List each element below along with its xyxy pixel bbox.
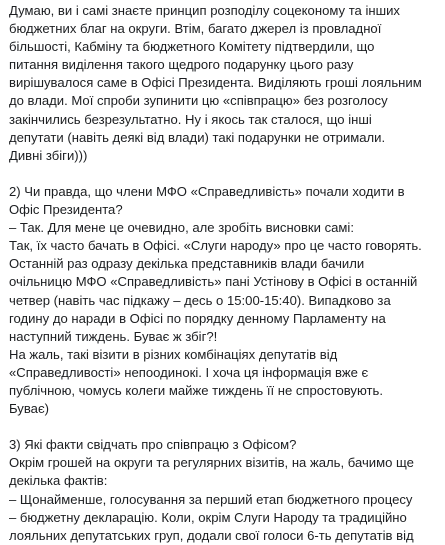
text-line: Окрім грошей на округи та регулярних візитів, на жаль, бачимо ще — [9, 455, 414, 471]
paragraph-budget-distribution — [9, 2, 439, 165]
paragraph-question-3 — [9, 436, 439, 545]
question-heading: 3) Які факти свідчать про співпрацю з Офісом? — [9, 437, 297, 453]
text-line: закінчились безрезультатно. Ну і якось так сталося, що інші — [9, 111, 372, 127]
text-line: четвер (навіть час підкажу – десь о 15:00-15:40). Випадково за — [9, 292, 391, 308]
text-line: годину до наради в Офісі по порядку денному Парламенту на — [9, 310, 386, 326]
post-body — [9, 2, 439, 545]
paragraph-spacer — [9, 165, 439, 183]
text-line: лояльних депутатських груп, додали свої голоси 6-ть депутатів від — [9, 527, 414, 543]
text-line: – Так. Для мене це очевидно, але зробіть висновки самі: — [9, 220, 354, 236]
text-line: очільницю МФО «Справедливість» пані Устінову в Офісі в останній — [9, 274, 418, 290]
text-line: вирішувалося саме в Офісі Президента. Виділяють гроші лояльним — [9, 75, 422, 91]
paragraph-question-2 — [9, 183, 439, 418]
question-heading: 2) Чи правда, що члени МФО «Справедливість» почали ходити в — [9, 183, 405, 199]
text-line: бюджетних благ на округи. Втім, багато джерел із провладної — [9, 21, 382, 37]
text-line: Буває) — [9, 401, 49, 417]
text-line: декілька фактів: — [9, 473, 108, 489]
text-line: На жаль, такі візити в різних комбінаціях депутатів від — [9, 346, 338, 362]
text-line: більшості, Кабміну та бюджетного Комітету підтвердили, що — [9, 39, 375, 55]
text-line: депутати (навіть деякі від влади) такі подарунки не отримали. — [9, 129, 386, 145]
text-line: Думаю, ви і самі знаєте принцип розподілу соцеконому та інших — [9, 3, 400, 18]
text-line: – Щонайменше, голосування за перший етап бюджетного процесу — [9, 491, 413, 507]
text-line: до влади. Мої спроби зупинити цю «співпрацю» без розголосу — [9, 93, 388, 109]
text-line: Останній раз одразу декілька представників влади бачили — [9, 256, 365, 272]
text-line: «Справедливості» непоодинокі. І хоча ця інформація вже є — [9, 364, 369, 380]
text-line: питання виділення такого щедрого подарунку цього разу — [9, 57, 354, 73]
text-line: наступний тиждень. Буває ж збіг?! — [9, 328, 218, 344]
paragraph-spacer — [9, 418, 439, 436]
text-line: публічною, чомусь колеги майже тиждень її не спростовують. — [9, 382, 383, 398]
text-line: – бюджетну декларацію. Коли, окрім Слуги Народу та традиційно — [9, 509, 407, 525]
text-line: Так, їх часто бачать в Офісі. «Слуги народу» про це часто говорять. — [9, 238, 422, 254]
question-heading: Офіс Президента? — [9, 202, 123, 218]
text-line: Дивні збіги))) — [9, 147, 88, 163]
